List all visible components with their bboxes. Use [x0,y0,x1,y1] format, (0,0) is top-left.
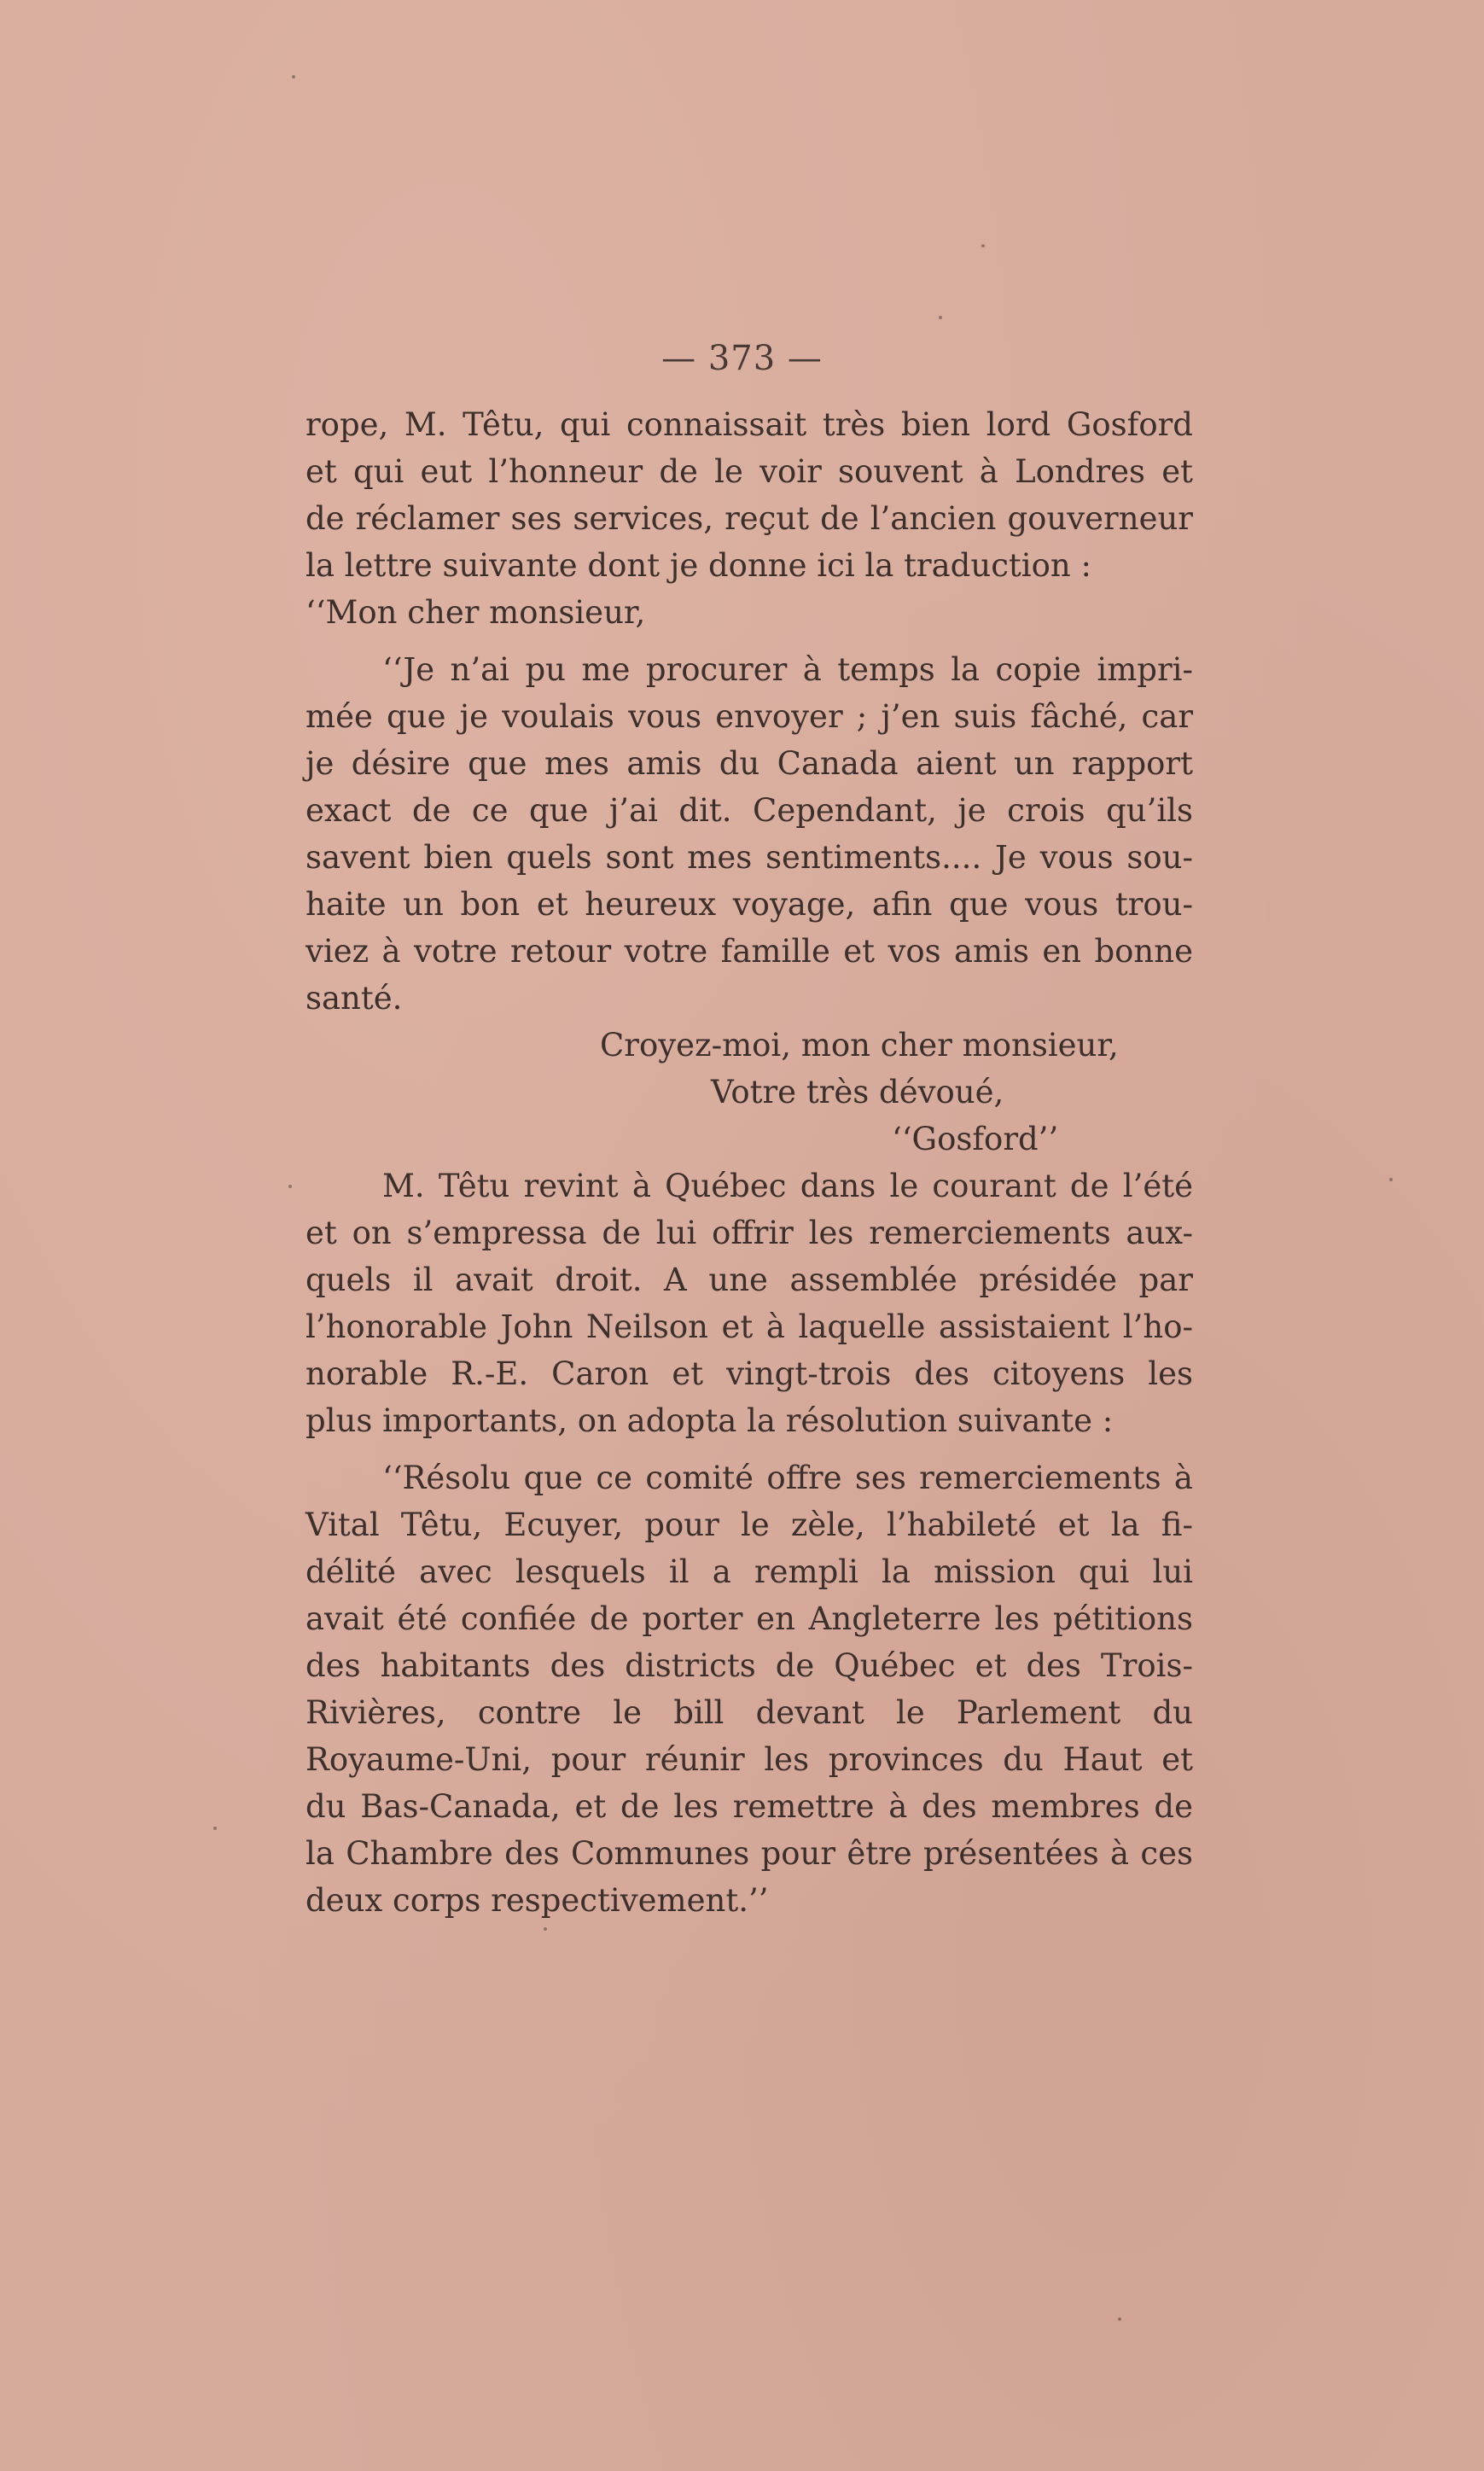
paper-speck [981,244,985,248]
paper-speck [1389,1178,1393,1181]
text-line: rope, M. Têtu, qui connaissait très bien lord Gosford [306,406,1193,443]
paper-speck [288,1185,292,1188]
text-line: de réclamer ses services, reçut de l’ancien gouverneur [306,500,1193,537]
paragraph-3 [306,1454,1193,1924]
text-line: norable R.-E. Caron et vingt-trois des citoyens les [306,1355,1193,1392]
letter-body [306,646,1193,1022]
text-line: Royaume-Uni, pour réunir les provinces du Haut et [306,1741,1193,1778]
text-line: haite un bon et heureux voyage, afin que vous trou- [306,886,1193,923]
paragraph-1 [306,401,1193,636]
text-line: je désire que mes amis du Canada aient un rapport [306,745,1193,782]
salutation: ‘‘Mon cher monsieur, [306,594,646,631]
body-text [306,401,1193,1924]
text-line: et qui eut l’honneur de le voir souvent à Londres et [306,453,1193,490]
letter-closing [306,1022,1193,1163]
text-line: ‘‘Je n’ai pu me procurer à temps la copie impri- [382,651,1193,688]
text-line: du Bas-Canada, et de les remettre à des membres de [306,1788,1193,1825]
paper-speck [292,75,295,79]
paper-speck [939,316,942,319]
text-line: M. Têtu revint à Québec dans le courant de l’été [382,1168,1193,1204]
text-line: délité avec lesquels il a rempli la mission qui lui [306,1553,1193,1590]
text-line: avait été confiée de porter en Angleterre les pétitions [306,1600,1193,1637]
signature: ‘‘Gosford’’ [892,1121,1059,1157]
text-line: santé. [306,980,403,1017]
closing-line: Votre très dévoué, [711,1074,1004,1110]
paper-speck [213,1827,217,1830]
text-line: et on s’empressa de lui offrir les remerciements aux- [306,1215,1193,1251]
text-line: l’honorable John Neilson et à laquelle assistaient l’ho- [306,1308,1193,1345]
closing-line: Croyez-moi, mon cher monsieur, [600,1027,1119,1064]
page-number: — 373 — [661,339,823,378]
spacer [306,1444,1193,1454]
text-line: Rivières, contre le bill devant le Parlement du [306,1694,1193,1731]
paper-speck [1118,2317,1121,2321]
text-line: mée que je voulais vous envoyer ; j’en suis fâché, car [306,698,1193,735]
text-line: Vital Têtu, Ecuyer, pour le zèle, l’habileté et la fi- [306,1506,1193,1543]
text-line: viez à votre retour votre famille et vos amis en bonne [306,933,1193,970]
text-line: quels il avait droit. A une assemblée présidée par [306,1262,1193,1298]
text-line: plus importants, on adopta la résolution suivante : [306,1402,1114,1439]
text-line: la lettre suivante dont je donne ici la traduction : [306,547,1091,584]
text-line: la Chambre des Communes pour être présentées à ces [306,1835,1193,1872]
text-line: exact de ce que j’ai dit. Cependant, je crois qu’ils [306,792,1193,829]
paper-speck [544,1927,547,1931]
text-line: savent bien quels sont mes sentiments.... Je vous sou- [306,839,1193,876]
text-line: ‘‘Résolu que ce comité offre ses remerciements à [382,1460,1193,1496]
text-line: des habitants des districts de Québec et des Trois- [306,1647,1193,1684]
text-line: deux corps respectivement.’’ [306,1882,769,1919]
paragraph-2 [306,1163,1193,1444]
spacer [306,636,1193,646]
